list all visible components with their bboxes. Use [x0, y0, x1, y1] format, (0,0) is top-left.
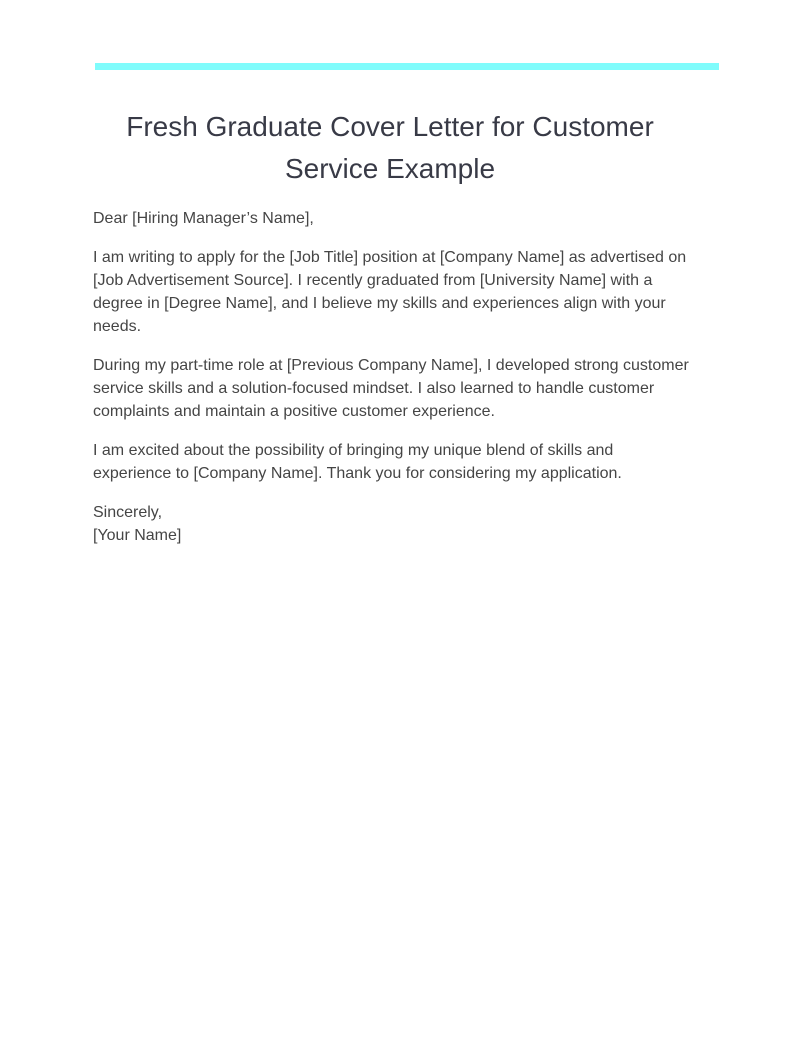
- page-title: Fresh Graduate Cover Letter for Customer Service Example: [126, 111, 654, 184]
- accent-bar: [95, 63, 719, 70]
- paragraph-intro: I am writing to apply for the [Job Title] position at [Company Name] as advertised on [Job Advertisement Source]. I recently graduated from [University Name] with a degree in [Degree Name], and I believe my skills and experiences align with your needs.: [93, 249, 687, 335]
- paragraph-closing: I am excited about the possibility of bringing my unique blend of skills and experience to [Company Name]. Thank you for considering my application.: [93, 442, 622, 482]
- paragraph-experience: During my part-time role at [Previous Company Name], I developed strong customer service skills and a solution-focused mindset. I also learned to handle customer complaints and maintain a positive customer experience.: [93, 357, 689, 420]
- closing-line: Sincerely,: [93, 504, 163, 521]
- signature-line: [Your Name]: [93, 527, 182, 544]
- signoff: [93, 501, 693, 547]
- salutation: Dear [Hiring Manager’s Name],: [93, 210, 314, 227]
- letter-body: [93, 207, 693, 563]
